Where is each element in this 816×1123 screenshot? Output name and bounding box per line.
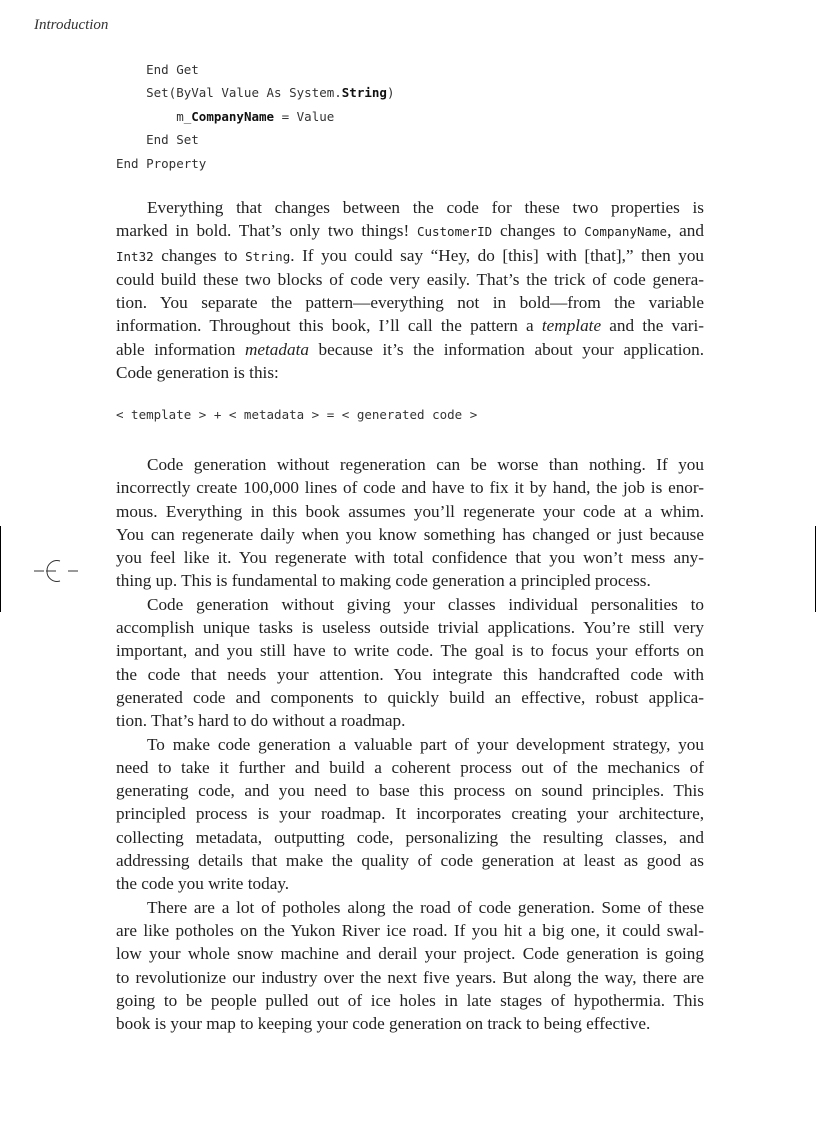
paragraph-roadmap: To make code generation a valuable part of your development strategy, you need to take it further and build a coherent process out of the mechanics of generating code, and you need to base this process on sound principles. This principled process is your roadmap. It incorporates creating your architecture, collecting metadata, outputting code, personalizing the resulting classes, and addressing details that make the quality of code generation at least as good as the code you write today. <box>116 734 704 894</box>
code-line: m_CompanyName = Value <box>116 108 335 124</box>
paragraph-template-metadata: Everything that changes between the code for these two properties is marked in bold. That’s only two things! CustomerID changes to CompanyName, and Int32 changes to String. If you could say “Hey, do [this] with [that],” then you could build these two blocks of code very easily. That’s the trick of code genera- tion. You separate the pattern—everything not in bold—from the variable information. Throughout this book, I’ll call the pattern a template and the vari- able information metadata because it’s the information about your application. Code generation is this: <box>116 198 705 383</box>
paragraph-potholes: There are a lot of potholes along the road of code generation. Some of these are like potholes on the Yukon River ice road. If you hit a big one, it could swal- low your whole snow machine and derail your project. Code generation is going to revolutionize our industry over the next five years. But along the way, there are going to be people pulled out of ice holes in late stages of hypothermia. This book is your map to keeping your code generation on track to being effective. <box>116 897 704 1034</box>
crop-mark-left <box>0 526 1 612</box>
registration-mark-icon <box>34 556 78 586</box>
code-line: Set(ByVal Value As System.String) <box>116 85 395 101</box>
paragraph-regeneration: Code generation without regeneration can be worse than nothing. If you incorrectly create 100,000 lines of code and have to fix it by hand, the job is enor- mous. Everything in this book assumes you’ll regenerate your code at a whim. You can regenerate daily when you know something has changed or just because you feel like it. You regenerate with total confidence that you won’t mess any- thing up. This is fundamental to making code generation a principled process. <box>116 455 704 591</box>
code-line: End Property <box>116 155 207 171</box>
code-line: End Set <box>116 132 199 148</box>
paragraph-personalities: Code generation without giving your classes individual personalities to accomplish unique tasks is useless outside trivial applications. You’re still very important, and you still have to write code. The goal is to focus your efforts on the code that needs your attention. You integrate this handcrafted code with generated code and components to quickly build an effective, robust applica- tion. That’s hard to do without a roadmap. <box>116 594 704 731</box>
body-paragraphs <box>116 453 704 1035</box>
code-generation-equation: < template > + < metadata > = < generated code > <box>116 407 478 422</box>
code-line: End Get <box>116 62 199 77</box>
running-head: Introduction <box>34 17 109 33</box>
code-listing <box>116 58 394 175</box>
